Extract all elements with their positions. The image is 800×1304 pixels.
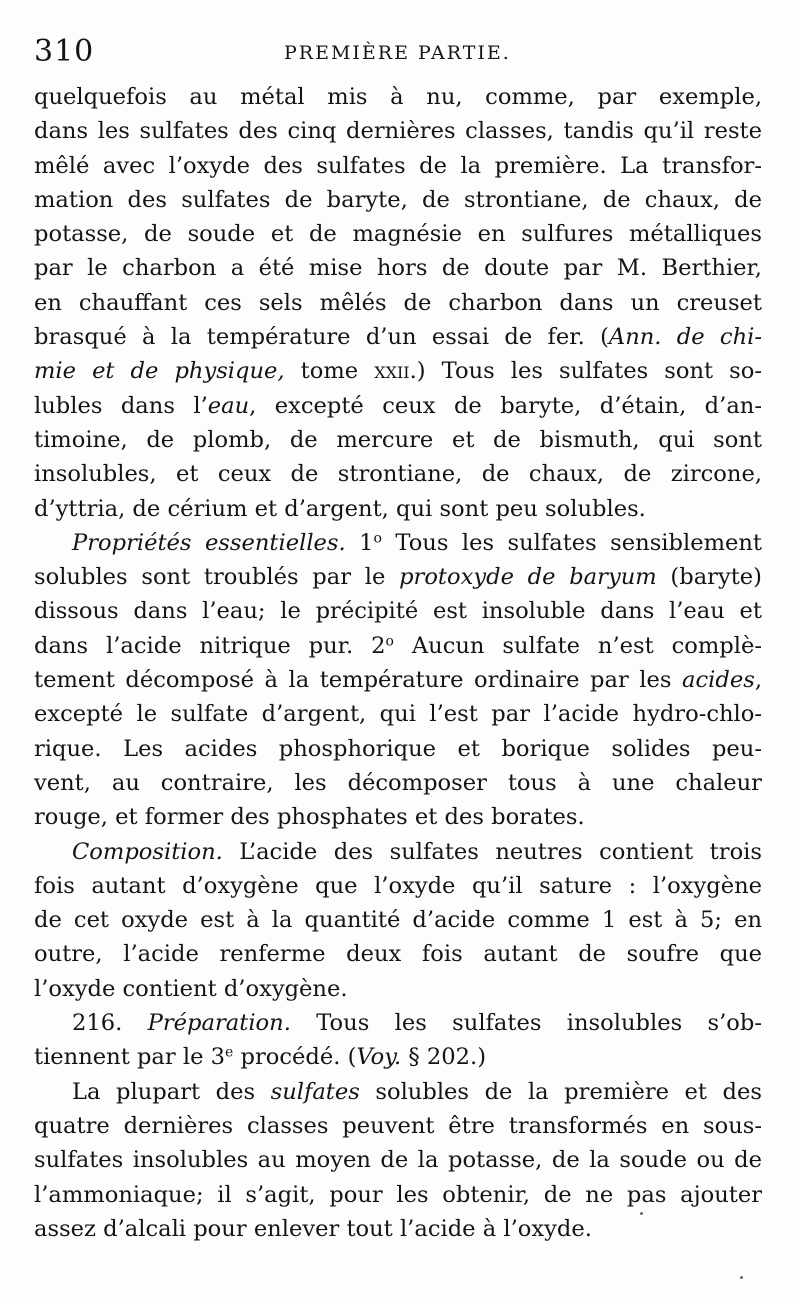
text-run: .) Tous les sulfates sont so- <box>409 358 762 385</box>
italic-text: Propriétés essentielles. <box>72 529 346 556</box>
small-caps-text: xxii <box>374 358 410 385</box>
text-run: potasse, de soude et de magnésie en sulfures métalliques <box>34 221 762 248</box>
text-line <box>34 492 762 526</box>
text-line <box>34 663 762 697</box>
body-text <box>34 80 762 1246</box>
text-run: procédé. ( <box>233 1044 357 1071</box>
text-run: sulfates insolubles au moyen de la potasse, de la soude ou de <box>34 1147 762 1174</box>
italic-text: acides <box>682 667 755 694</box>
text-run: rique. Les acides phosphorique et borique solides peu- <box>34 735 762 762</box>
text-run: par le charbon a été mise hors de doute par M. Berthier, <box>34 255 762 282</box>
text-line <box>34 1178 762 1212</box>
text-run: La plupart des <box>72 1078 271 1105</box>
text-run: quatre dernières classes peuvent être transformés en sous- <box>34 1112 762 1139</box>
text-line <box>34 114 762 148</box>
text-run: vent, au contraire, les décomposer tous à une chaleur <box>34 769 762 796</box>
text-line <box>34 1143 762 1177</box>
text-line <box>34 526 762 560</box>
text-run: (baryte) <box>656 564 762 591</box>
superscript: o <box>385 633 394 650</box>
text-line <box>34 766 762 800</box>
superscript: e <box>225 1044 234 1061</box>
text-run: quelquefois au métal mis à nu, comme, par exemple, <box>34 84 762 110</box>
text-run: d’yttria, de cérium et d’argent, qui sont peu solubles. <box>34 495 646 522</box>
text-run: , <box>754 667 762 694</box>
text-run: Tous les sulfates sensiblement <box>381 529 762 556</box>
text-line <box>34 800 762 834</box>
text-line <box>34 217 762 251</box>
text-line <box>34 354 762 388</box>
superscript: o <box>373 530 382 547</box>
italic-text: Ann. de chi- <box>608 324 762 351</box>
text-run: insolubles, et ceux de strontiane, de chaux, de zircone, <box>34 461 762 488</box>
text-line <box>34 80 762 114</box>
text-line <box>34 560 762 594</box>
text-line <box>34 423 762 457</box>
text-run: L’acide des sulfates neutres contient trois <box>222 838 762 865</box>
print-speck <box>740 1276 743 1279</box>
text-run: l’ammoniaque; il s’agit, pour les obtenir, de ne pas ajouter <box>34 1181 762 1208</box>
text-run: 216. <box>72 1010 148 1037</box>
text-run: tement décomposé à la température ordinaire par les <box>34 667 683 694</box>
text-run: tiennent par le 3 <box>34 1044 226 1071</box>
text-run: solubles sont troublés par le <box>34 564 400 591</box>
italic-text: Préparation. <box>147 1010 291 1037</box>
text-run: Tous les sulfates insolubles s’ob- <box>290 1010 762 1037</box>
text-run: outre, l’acide renferme deux fois autant de soufre que <box>34 941 762 968</box>
text-line <box>34 286 762 320</box>
italic-text: Voy. <box>356 1044 402 1071</box>
italic-text: sulfates <box>270 1078 360 1105</box>
italic-text: protoxyde de baryum <box>399 564 657 591</box>
text-line <box>34 183 762 217</box>
text-line <box>34 320 762 354</box>
italic-text: Composition. <box>72 838 223 865</box>
text-run: excepté le sulfate d’argent, qui l’est par l’acide hydro-chlo- <box>34 701 762 728</box>
text-line <box>34 629 762 663</box>
text-run: brasqué à la température d’un essai de fer. ( <box>34 324 609 351</box>
text-line <box>34 903 762 937</box>
text-line <box>34 937 762 971</box>
italic-text: eau <box>207 392 250 419</box>
text-line <box>34 972 762 1006</box>
page-number: 310 <box>34 34 95 69</box>
text-line <box>34 149 762 183</box>
text-run: assez d’alcali pour enlever tout l’acide à l’oxyde. <box>34 1215 592 1242</box>
text-run: solubles de la première et des <box>359 1078 762 1105</box>
text-run: dans les sulfates des cinq dernières classes, tandis qu’il reste <box>34 118 762 145</box>
page-header <box>34 28 764 76</box>
text-run: lubles dans l’ <box>34 392 208 419</box>
text-run: l’oxyde contient d’oxygène. <box>34 975 348 1002</box>
text-run: rouge, et former des phosphates et des borates. <box>34 804 585 831</box>
text-run: dans l’acide nitrique pur. 2 <box>34 632 386 659</box>
text-line <box>34 697 762 731</box>
text-line <box>34 389 762 423</box>
text-line <box>34 1212 762 1246</box>
text-run: mation des sulfates de baryte, de strontiane, de chaux, de <box>34 186 762 213</box>
text-line <box>34 1006 762 1040</box>
print-speck <box>640 1212 643 1215</box>
text-run: fois autant d’oxygène que l’oxyde qu’il sature : l’oxygène <box>34 872 762 899</box>
text-line <box>34 1109 762 1143</box>
running-head: PREMIÈRE PARTIE. <box>284 42 511 64</box>
text-run: 1 <box>345 529 374 556</box>
text-line <box>34 251 762 285</box>
text-line <box>34 1075 762 1109</box>
text-run: en chauffant ces sels mêlés de charbon dans un creuset <box>34 289 762 316</box>
italic-text: mie et de physique, <box>34 358 285 385</box>
text-run: § 202.) <box>401 1044 487 1071</box>
text-run: dissous dans l’eau; le précipité est insoluble dans l’eau et <box>34 598 762 625</box>
text-run: tome <box>284 358 375 385</box>
text-line <box>34 594 762 628</box>
text-run: mêlé avec l’oxyde des sulfates de la première. La transfor- <box>34 152 762 179</box>
text-run: Aucun sulfate n’est complè- <box>393 632 762 659</box>
text-line <box>34 869 762 903</box>
text-line <box>34 835 762 869</box>
text-run: timoine, de plomb, de mercure et de bismuth, qui sont <box>34 426 762 453</box>
text-line <box>34 1040 762 1074</box>
text-run: de cet oxyde est à la quantité d’acide comme 1 est à 5; en <box>34 907 762 934</box>
text-line <box>34 732 762 766</box>
text-run: , excepté ceux de baryte, d’étain, d’an- <box>249 392 762 419</box>
text-line <box>34 457 762 491</box>
